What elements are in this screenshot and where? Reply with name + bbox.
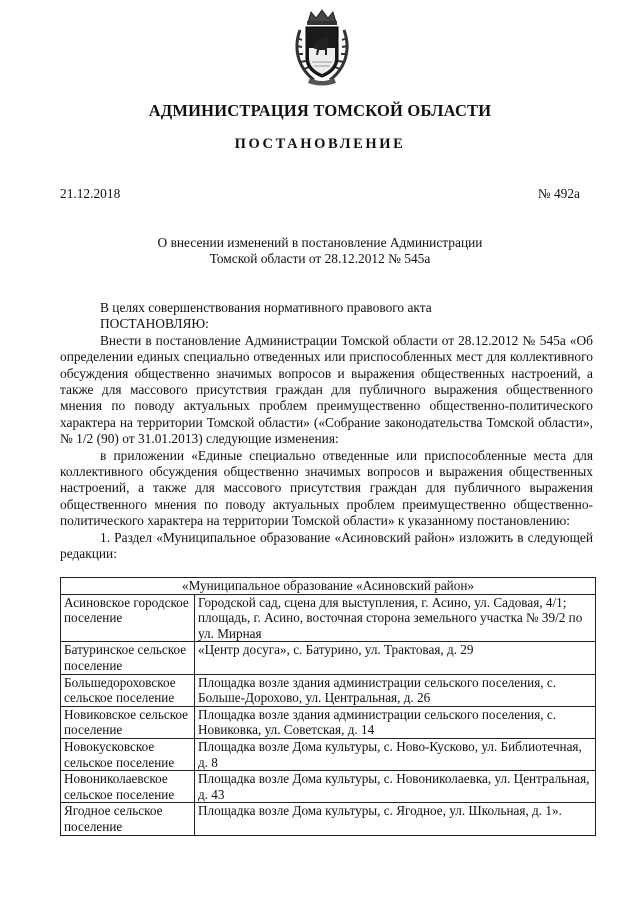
table-row [61, 706, 596, 738]
table-row [61, 642, 596, 674]
municipality-table [60, 577, 596, 836]
document-date: 21.12.2018 [60, 186, 121, 201]
coat-of-arms-icon [292, 8, 352, 86]
assembly-place: Площадка возле здания администрации сельского поселения, с. Новиковка, ул. Советская, д. 14 [195, 706, 596, 738]
assembly-place: Городской сад, сцена для выступления, г. Асино, ул. Садовая, 4/1; площадь, г. Асино, восточная сторона земельного участка № 39/2 по ул. Мирная [195, 594, 596, 642]
table-row [61, 594, 596, 642]
organization-title: АДМИНИСТРАЦИЯ ТОМСКОЙ ОБЛАСТИ [148, 101, 492, 120]
assembly-place: Площадка возле Дома культуры, с. Новониколаевка, ул. Центральная, д. 43 [195, 771, 596, 803]
assembly-place: Площадка возле Дома культуры, с. Ягодное, ул. Школьная, д. 1». [195, 803, 596, 835]
assembly-place: Площадка возле здания администрации сельского поселения, с. Больше-Дорохово, ул. Центральная, д. 26 [195, 674, 596, 706]
paragraph-2: в приложении «Единые специально отведенные или приспособленные места для коллективного обсуждения общественно значимых вопросов и выражения общественных настроений, а также для массового присутствия граждан для публичного выражения общественного мнения по поводу актуальных проблем преимущественно общественно-политического характера на территории Томской области» к указанному постановлению: [60, 447, 593, 529]
purpose-text: В целях совершенствования нормативного правового акта [100, 300, 432, 315]
paragraph-3: 1. Раздел «Муниципальное образование «Асиновский район» изложить в следующей редакции: [60, 529, 593, 562]
table-row [61, 674, 596, 706]
resolve-text: ПОСТАНОВЛЯЮ: [100, 316, 209, 332]
document-subject [60, 235, 580, 268]
table-row [61, 738, 596, 770]
document-body [60, 300, 593, 563]
settlement-name: Ягодное сельское поселение [61, 803, 195, 835]
settlement-name: Асиновское городское поселение [61, 594, 195, 642]
table-caption: «Муниципальное образование «Асиновский район» [61, 578, 596, 595]
table-caption-row [61, 578, 596, 595]
document-type: ПОСТАНОВЛЕНИЕ [234, 136, 406, 152]
settlement-name: Новиковское сельское поселение [61, 706, 195, 738]
document-number: № 492а [537, 186, 580, 201]
subject-line: Томской области от 28.12.2012 № 545а [209, 251, 431, 267]
settlement-name: Батуринское сельское поселение [61, 642, 195, 674]
settlement-name: Новониколаевское сельское поселение [61, 771, 195, 803]
subject-line: О внесении изменений в постановление Администрации [157, 235, 483, 250]
paragraph-1: Внести в постановление Администрации Томской области от 28.12.2012 № 545а «Об определении единых специально отведенных или приспособленных мест для коллективного обсуждения общественно значимых вопросов и выражения общественных настроений, а также для массового присутствия граждан для публичного выражения общественного мнения по поводу актуальных проблем преимущественно общественно-политического характера на территории Томской области» («Собрание законодательства Томской области», № 1/2 (90) от 31.01.2013) следующие изменения: [60, 332, 593, 447]
table-row [61, 803, 596, 835]
settlement-name: Новокусковское сельское поселение [61, 738, 195, 770]
table-row [61, 771, 596, 803]
assembly-place: «Центр досуга», с. Батурино, ул. Трактовая, д. 29 [195, 642, 596, 674]
assembly-place: Площадка возле Дома культуры, с. Ново-Кусково, ул. Библиотечная, д. 8 [195, 738, 596, 770]
settlement-name: Большедороховское сельское поселение [61, 674, 195, 706]
